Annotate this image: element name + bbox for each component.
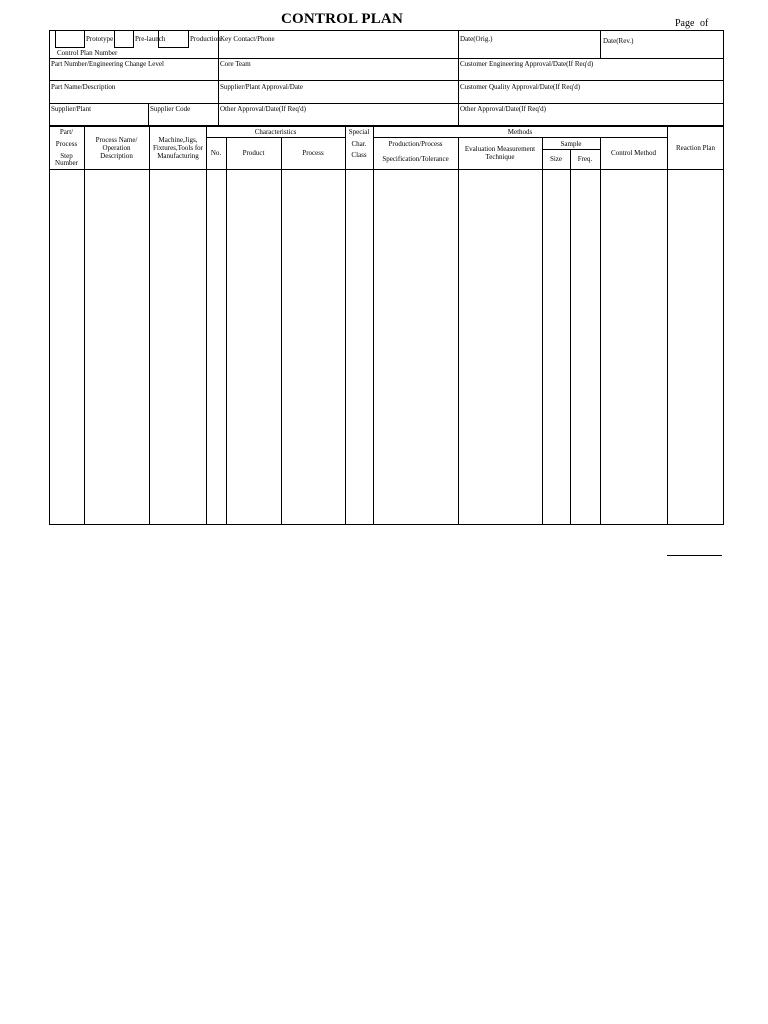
grid-col-12 <box>667 126 668 525</box>
part-name-label: Part Name/Description <box>51 83 116 91</box>
production-label: Production <box>190 35 221 43</box>
header-col-divider-a <box>218 30 219 126</box>
page-label: Page <box>675 18 695 29</box>
sample-underline <box>542 149 601 150</box>
prototype-label: Prototype <box>86 35 114 43</box>
customer-eng-approval-label: Customer Engineering Approval/Date(If Req'd) <box>460 60 594 68</box>
header-col-divider-d <box>148 103 149 126</box>
production-checkbox[interactable] <box>158 30 189 48</box>
key-contact-label: Key Contact/Phone <box>220 35 275 43</box>
supplier-plant-approval-label: Supplier/Plant Approval/Date <box>220 83 304 91</box>
col-spec-line2: Specification/Tolerance <box>382 155 449 163</box>
header-col-divider-b <box>458 30 459 126</box>
page-title: CONTROL PLAN <box>281 11 403 27</box>
grid-col-8 <box>458 137 459 525</box>
col-freq: Freq. <box>577 155 593 163</box>
date-orig-label: Date(Orig.) <box>460 35 493 43</box>
characteristics-underline <box>206 137 346 138</box>
page-of-label: of <box>700 18 709 29</box>
col-no: No. <box>210 149 222 157</box>
grid-col-7 <box>373 126 374 525</box>
grid-col-6 <box>345 126 346 525</box>
other-approval-label-2: Other Approval/Date(If Req'd) <box>460 105 547 113</box>
col-machine: Machine,Jigs, Fixtures,Tools for Manufacturing <box>152 136 204 160</box>
customer-quality-approval-label: Customer Quality Approval/Date(If Req'd) <box>460 83 581 91</box>
footer-line <box>667 555 722 556</box>
core-team-label: Core Team <box>220 60 251 68</box>
methods-underline <box>373 137 668 138</box>
grid-col-2 <box>149 126 150 525</box>
header-divider-2 <box>49 80 724 81</box>
col-product: Product <box>242 149 265 157</box>
date-rev-label: Date(Rev.) <box>603 37 634 45</box>
grid-col-1 <box>84 126 85 525</box>
part-number-label: Part Number/Engineering Change Level <box>51 60 164 68</box>
col-evaluation: Evaluation Measurement Technique <box>464 145 536 161</box>
header-divider-3 <box>49 103 724 104</box>
col-methods: Methods <box>507 128 533 136</box>
other-approval-label-1: Other Approval/Date(If Req'd) <box>220 105 307 113</box>
col-special-line1: Special <box>348 128 370 136</box>
grid-col-11 <box>600 137 601 525</box>
col-control-method: Control Method <box>611 149 656 157</box>
col-part-process-line3: Step <box>60 152 73 160</box>
grid-col-3 <box>206 126 207 525</box>
supplier-plant-label: Supplier/Plant <box>51 105 92 113</box>
col-part-process-line1: Part/ <box>59 128 74 136</box>
grid-col-10 <box>570 149 571 525</box>
col-special-line3: Class <box>351 151 367 159</box>
header-divider-1 <box>49 58 724 59</box>
col-size: Size <box>549 155 563 163</box>
main-grid-frame <box>49 126 724 525</box>
col-process: Process <box>302 149 324 157</box>
col-part-process-line4: Number <box>55 159 78 167</box>
col-process-name: Process Name/ Operation Description <box>95 136 138 160</box>
prelaunch-checkbox[interactable] <box>114 30 134 48</box>
col-spec-line1: Production/Process <box>388 140 443 148</box>
col-part-process-line2: Process <box>55 140 78 148</box>
prelaunch-label: Pre-launch <box>135 35 166 43</box>
col-reaction-plan: Reaction Plan <box>675 144 716 152</box>
column-header-bottom-line <box>49 169 724 170</box>
col-sample: Sample <box>560 140 582 148</box>
prototype-checkbox[interactable] <box>55 30 85 48</box>
grid-col-5 <box>281 137 282 525</box>
col-special-line2: Char. <box>351 140 367 148</box>
header-col-divider-c <box>600 30 601 58</box>
supplier-code-label: Supplier Code <box>150 105 191 113</box>
grid-col-4 <box>226 137 227 525</box>
control-plan-number-label: Control Plan Number <box>57 49 118 57</box>
grid-col-9 <box>542 137 543 525</box>
col-characteristics: Characteristics <box>254 128 297 136</box>
